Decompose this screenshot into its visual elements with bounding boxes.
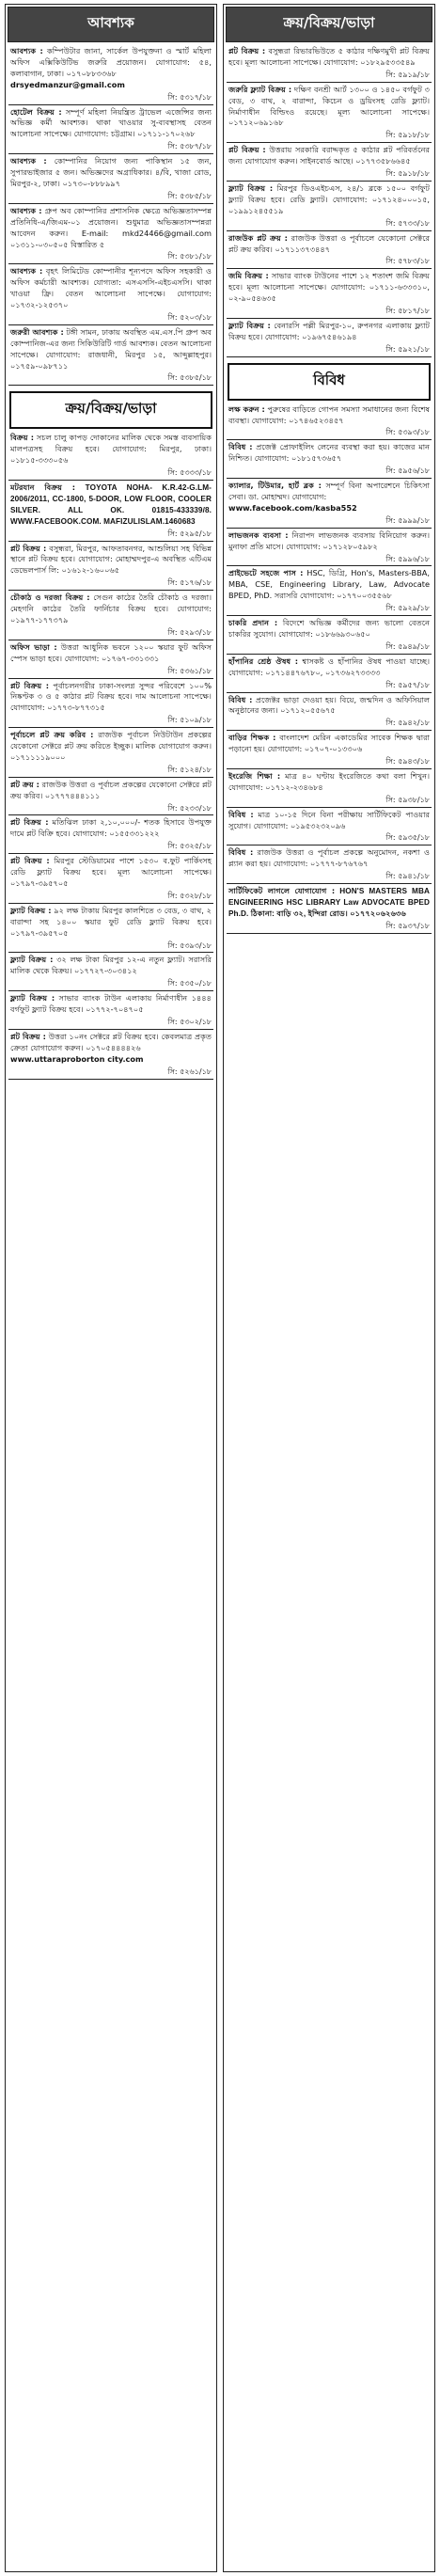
ad-code: সি: ৫৯৪১/১৮: [385, 872, 430, 881]
ad-code: সি: ৫৯১৮/১৮: [385, 169, 430, 179]
classified-ad: [227, 529, 432, 567]
ad-code: সি: ৫২৯৩/১৮: [167, 627, 212, 637]
ad-heading: ফ্ল্যাট বিক্রয় :: [10, 905, 52, 915]
ad-body: TOYOTA NOHA- K.R.42-G.LM-2006/2011, CC-1800, 5-DOOR, LOW FLOOR, COOLER SILVER. ALL OK. 01815-433339/8. WWW.FACEBOOK.COM. MAFIZULISLAM.1460683: [10, 483, 212, 526]
ad-body: নিরাপদ লাভজনক ব্যবসায় বিনিয়োগ করুন। মুনাফা প্রতি মাসে। যোগাযোগ: ০১৭১২৮০৫৯৮২: [228, 529, 431, 551]
ad-body: সচল চালু কাপড় দোকানের মালিক থেকে সমস্ত ব্যবসায়িক মালপত্রসহ বিক্রয় হবে। যোগাযোগ: মিরপুর, ঢাকা। ০১৮১৫-৩৩৩০৫৬: [10, 433, 212, 466]
ad-heading: প্লট বিক্রয় :: [10, 1031, 46, 1041]
ad-code: সি: ৫৯৪২/১৮: [385, 719, 430, 728]
classified-ad: [227, 655, 432, 693]
classified-ad: [8, 325, 213, 387]
ad-heading: আবশ্যক :: [10, 46, 43, 55]
classified-ad: [8, 778, 213, 816]
classified-ad: [8, 542, 213, 592]
classified-ad: [227, 269, 432, 319]
ad-body: প্রজেক্ট প্রোফাইলিং লেনের ব্যবস্থা করা হয়। কাজের মান নিশ্চিত। যোগাযোগ: ০১৮১৫৭৩৬৫৭: [228, 442, 431, 464]
ad-body: বিদেশে অভিজ্ঞ কর্মীদের জন্য ভালো বেতনে চাকরির সুযোগ। যোগাযোগ: ০১৮৬৬৯৩০৬৫০: [228, 618, 430, 639]
ad-heading: ফ্ল্যাট বিক্রয় :: [10, 993, 55, 1004]
ad-code: সি: ৫৯৩৫/১৮: [385, 833, 430, 843]
ad-heading: প্রাইভেটে সহজে পাস :: [228, 568, 304, 578]
ad-body: রাজউক উত্তরা ও পূর্বাচল প্রকল্পের যেকোনো সেক্টরে প্লট ক্রয় করিব। ০১৭৭৭৪৪৪১১১: [10, 779, 212, 800]
classified-ad: [227, 83, 432, 144]
ad-heading: হাঁপানির শ্রেষ্ঠ ঔষধ :: [228, 656, 299, 666]
ad-heading: ফ্ল্যাট বিক্রয় :: [228, 320, 271, 330]
ad-code: সি: ৫৩২৫/১৮: [167, 842, 212, 851]
ad-code: সি: ৫৯২১/১৮: [385, 344, 430, 354]
ad-code: সি: ৫৩০২/১৮: [167, 1017, 212, 1026]
ad-code: সি: ৫৩৮৫/১৮: [167, 373, 212, 383]
ad-code: সি: ৫১৭৬/১৮: [167, 578, 212, 588]
ad-heading: বিবিধ :: [228, 694, 253, 704]
ad-heading: আবশ্যক :: [10, 156, 47, 166]
ad-body: HSC, ডিগ্রি, Hon's, Masters-BBA, MBA, CSE, Engineering Library, Law, Advocate BPED, PhD. সরাসরি যোগাযোগ: ০১৭৭০০৩৫৫৬৮: [228, 568, 430, 601]
ad-body: কোম্পানির নিয়োগ জন্য পাকিস্থান ১৫ জন, সুপারভাইজার ৫ জন। অভিজ্ঞদের অগ্রাধিকার। ৪/বি, খাজা রোড, মিরপুর-২, ঢাকা। ০১৭৩০-৮৮৮৯৯৭: [10, 156, 212, 188]
ad-body: প্রজেক্টর ভাড়া দেওয়া হয়। বিয়ে, জন্মদিন ও অফিসিয়াল অনুষ্ঠানের জন্য। ০১৭১২০৫৫৬৭৫: [228, 694, 430, 716]
ad-heading: বাড়ির শিক্ষক :: [228, 733, 276, 743]
ad-heading: প্লট বিক্রয় :: [228, 145, 266, 155]
section-kroy-right: [224, 44, 434, 357]
ad-body: মিরপুর ডিওএইচএস, ২৪/১ ব্লকে ১৫০০ বর্গফুট ফ্ল্যাট বিক্রয় হবে। রেডি ফ্ল্যাট। যোগাযোগ: ০১৭১২৪০০০১৫, ০১৯৯১২৪৫৫১৯: [228, 182, 430, 215]
classified-ad: [227, 731, 432, 769]
classified-ad: [8, 953, 213, 991]
ad-heading: অফিস ভাড়া :: [10, 641, 57, 652]
ad-code: সি: ৫৩৬১/১৮: [167, 666, 212, 675]
ad-heading: আবশ্যক :: [10, 266, 43, 277]
ad-body: বসুন্ধরা রিভারভিউতে ৫ কাঠার দক্ষিণমুখী প্লট বিক্রয় হবে। মূল্য আলোচনা সাপেক্ষে। যোগাযোগ: ০১৮২৯৫৩৩৫৪৯: [228, 46, 430, 67]
classified-ad: [227, 808, 432, 846]
classified-ad: [227, 845, 432, 884]
section-heading-abosshok: আবশ্যক: [8, 7, 214, 42]
ad-heading: বিবিধ :: [228, 809, 254, 819]
ad-code: সি: ৫৩৮৫/১৮: [167, 191, 212, 200]
classified-ad: [8, 44, 213, 105]
ad-code: সি: ৫৯৫৭/১৮: [385, 680, 430, 689]
section-bibidh: [224, 403, 434, 934]
ad-heading: জরুরি ফ্ল্যাট বিক্রয় :: [228, 84, 292, 94]
ad-heading: জরুরী আবশ্যক :: [10, 326, 64, 337]
ad-body: রাজউক পূর্বাচল নিউটাউন প্রকল্পের যেকোনো সেক্টরে প্লট ক্রয় করিতে ইচ্ছুক। মালিক যোগাযোগ করুন। ০১৭১১১১৯০০০: [10, 730, 212, 762]
ad-heading: রাজউক প্লট ক্রয় :: [228, 232, 288, 243]
ad-heading: সার্টিফিকেট লাগলে যোগাযোগ :: [228, 886, 336, 896]
classified-ad: [8, 904, 213, 954]
ad-heading: লক্ষ করুন :: [228, 403, 265, 414]
ad-body: সাভার ব্যাংক টাউনের পাশে ১২ শতাংশ জমি বিক্রয় হবে। মূল্য আলোচনা সাপেক্ষে। যোগাযোগ: ০১৭১১-৬৩৩৩১০, ০২-৯০৫৪৬৩৫: [228, 271, 431, 304]
section-kroy-left: [6, 431, 216, 1079]
ad-body: ৩২ লক্ষ টাকা মিরপুর ১২-এ নতুন ফ্ল্যাট। সরাসরি মালিক থেকে বিক্রয়। ০১৭৭২৭-৩০৩৪১২: [10, 955, 212, 976]
ad-heading: ফ্ল্যাট বিক্রয় :: [10, 955, 54, 965]
ad-code: সি: ৫৩৮৭/১৮: [167, 142, 212, 151]
classified-ad: [227, 884, 432, 934]
right-column: [223, 4, 435, 2572]
ad-code: সি: ৫৯১৯/১৮: [385, 70, 430, 79]
classified-ad: [8, 854, 213, 904]
classified-ad: [227, 231, 432, 270]
ad-body: মাত্র ১০-১৫ দিনে বিনা পরীক্ষায় সার্টিফিকেট পাওয়ার সুযোগ। যোগাযোগ: ০১৯৫৩২৩২০৯৬: [228, 809, 430, 830]
classified-ad: [227, 693, 432, 732]
ad-heading: আবশ্যক :: [10, 205, 42, 215]
ad-code: সি: ৫৩৯৩/১৮: [385, 428, 430, 437]
ad-code: সি: ৫২০৩/১৮: [167, 312, 212, 322]
ad-contact-link[interactable]: www.uttaraproborton city.com: [10, 1053, 144, 1064]
ad-heading: প্লট বিক্রয় :: [10, 680, 50, 690]
ad-heading: প্লট বিক্রয় :: [10, 543, 47, 553]
classified-ad: [227, 566, 432, 616]
ad-code: সি: ৫২৩৩/১৮: [167, 803, 212, 813]
classified-ad: [227, 616, 432, 655]
classified-ad: [8, 264, 213, 325]
ad-code: সি: ৫১০৯/১৮: [167, 716, 212, 725]
section-heading-kroy-left: ক্রয়/বিক্রয়/ভাড়া: [9, 391, 212, 429]
classified-ad: [227, 479, 432, 529]
ad-code: সি: ৫৯৪৩/১৮: [385, 757, 430, 766]
classified-ad: [8, 481, 213, 542]
ad-body: শ্বাসকষ্ট ও হাঁপানির ঔষধ পাওয়া যাচ্ছে। যোগাযোগ: ০১৭১৪৪৭৬৭৮০, ০১৭৩৬২৭৩৩৩৩: [228, 656, 431, 677]
ad-body: সেগুন কাঠের তৈরি চৌকাঠ ও দরজা। মেহগনি কাঠের তৈরি ফার্নিচার বিক্রয় হবে। যোগাযোগ: ০১৯৭৭-১৭৭৩৭৯: [10, 593, 212, 624]
ad-heading: ক্যালার, টিউমার, হার্ট ব্লক :: [228, 481, 322, 491]
section-heading-bibidh: বিবিধ: [228, 363, 431, 401]
classified-ad: [8, 991, 213, 1030]
classified-ad: [227, 143, 432, 182]
ad-heading: লাভজনক ব্যবসা :: [228, 529, 289, 540]
ad-code: সি: ৫৯২৯/১৮: [385, 604, 430, 613]
classified-ad: [8, 154, 213, 204]
ad-heading: পূর্বাচলে প্লট ক্রয় করিব :: [10, 730, 94, 740]
ad-body: টঙ্গী সামন, ঢাকায় অবস্থিত এম.এস.পি গ্রুপ অব কোম্পানিজ-এর জন্য সিকিউরিটি গার্ড আবশ্যক। বেতন আলোচনা সাপেক্ষে। যোগাযোগ: রাজধানী, মিরপুর ১৫, আব্দুল্লাহপুর। ০১৭৫৯-০৯৮৭১১: [10, 326, 212, 371]
ad-heading: বিবিধ :: [228, 442, 253, 452]
ad-heading: মটরযান বিক্রয় :: [10, 482, 76, 492]
ad-heading: হোটেল বিক্রয় :: [10, 106, 62, 117]
classified-ad: [8, 728, 213, 778]
classified-ad: [8, 204, 213, 265]
ad-body: সম্পূর্ণ বিনা অপারেশনে চিকিৎসা সেবা। ডা. মোহাম্মদ। যোগাযোগ:: [228, 481, 431, 501]
ad-body: ৯২ লক্ষ টাকায় মিরপুর কালশিতে ৩ বেড, ৩ বাথ, ২ বারান্দা সহ ১৪০০ স্কয়ার ফুট রেডি ফ্ল্যাট বিক্রয় হবে। ০১৭৯৭-৩৯৫৭০৫: [10, 905, 212, 938]
ad-body: সাভার ব্যাংক টাউন এলাকায় নির্মাণাধীন ১৪৪৪ বর্গফুট ফ্ল্যাট বিক্রয় হবে। ০১৭৭২-৭০৪৭০৫: [10, 993, 212, 1015]
ad-heading: বিবিধ :: [228, 847, 254, 858]
ad-contact-link[interactable]: drsyedmanzur@gmail.com: [10, 79, 125, 89]
ad-body: মতিঝিল ঢাকা ২,১০,০০০/- শতক হিসাবে উপযুক্ত দামে প্লট বিক্রি হবে। যোগাযোগ: ০১৫৫৩৩১২২২: [10, 817, 212, 839]
ad-code: সি: ৫২৬১/১৮: [167, 1067, 212, 1076]
ad-heading: প্লট বিক্রয় :: [10, 817, 49, 828]
classified-ad: [8, 1030, 213, 1080]
left-column: [5, 4, 217, 2572]
ad-body: গ্রুপ অব কোম্পানির প্রশাসনিক ক্ষেত্রে অভিজ্ঞতাসম্পন্ন প্রতিনিধি-এ/জিএম-০১ প্রয়োজন। শুধুমাত্র অভিজ্ঞতাসম্পন্নরা আবেদন করুন। E-mail: mkd24466@gmail.com ০১৩১১-০৩০৫০৫ বিস্তারিত ৫: [10, 205, 212, 249]
section-abosshok: [6, 44, 216, 386]
ad-body: রাজউক উত্তরা ও পূর্বাচল প্রকল্পে অনুমোদন, নকশা ও প্ল্যান করা হয়। যোগাযোগ: ০১৭৭৭-৮৭৬৭৬৭: [228, 847, 430, 869]
ad-body: মাত্র ৪০ ঘণ্টায় ইংরেজিতে কথা বলা শিখুন। যোগাযোগ: ০১৭১২-২৩৪৬৮৪: [228, 770, 430, 792]
ad-body: পুরুষের বাড়িতে গোপন সমস্যা সমাধানের জন্য বিশেষ ব্যবস্থা। যোগাযোগ: ০১৭৪৬৫২৩৪৫৭: [228, 403, 431, 425]
ad-body: কম্পিউটার জানা, সার্কেল উপযুক্তনা ও স্মার্ট মহিলা অফিস এক্সিকিউটিভ জরুরি প্রয়োজন। যোগাযোগ: ৫৪, কলাবাগান, ঢাকা। ০১৭০৮৮৩৩৬৮: [10, 46, 212, 78]
classified-ad: [8, 105, 213, 155]
ad-code: সি: ৫৩৮১/১৮: [167, 252, 212, 261]
ad-code: সি: ৫৯৩৮/১৮: [385, 795, 430, 804]
classified-ad: [227, 769, 432, 808]
ad-body: বসুন্ধরা, মিরপুর, আফতাবনগর, আশুলিয়া সহ বিভিন্ন স্থানে প্লট বিক্রয় হবে। যোগাযোগ: মোহাম্মদপুর-এ অবস্থিত এটিএম ডেভেলপার্স লি: ০১৬১২-১৬০০৬৫: [10, 543, 212, 576]
ad-code: সি: ৫৯৪৯/১৮: [385, 641, 430, 651]
classified-ad: [227, 403, 432, 441]
ad-body: উত্তরায় সরকারি বরাদ্দকৃত ৫ কাঠার প্লট পরিবর্তনের জন্য যোগাযোগ করুন। সাইনবোর্ড আছে। ০১৭৭৩৫৮৬৬৪৫: [228, 145, 431, 166]
ad-body: বাংলাদেশ মেরিন একাডেমির সাবেক শিক্ষক দ্বারা পড়ানো হয়। যোগাযোগ: ০১৭০৭-০১৩৩০৬: [228, 733, 431, 754]
ad-heading: প্লট বিক্রয় :: [228, 46, 266, 55]
ad-heading: চাকরি প্রদান :: [228, 618, 278, 628]
ad-code: সি: ৫৩১৭/১৮: [167, 92, 212, 102]
ad-body: মিরপুর স্টেডিয়ামের পাশে ১৫৩০ ব.ফুট পার্কিংসহ রেডি ফ্ল্যাট বিক্রয় হবে। মূল্য আলোচনা সাপেক্ষে। ০১৭৯৭-৩৯৫৭০৫: [10, 856, 212, 888]
ad-body: রাজউক উত্তরা ও পূর্বাচলে যেকোনো সেক্টরে প্লট ক্রয় করিব। ০১৭১১৩৭৩৪৪৭: [228, 232, 430, 254]
ad-heading: ফ্ল্যাট বিক্রয় :: [228, 182, 274, 193]
ad-code: সি: ৫৩৫০/১৮: [167, 979, 212, 988]
ad-body: উত্তরা আধুনিক ভবনে ১২০০ স্কয়ার ফুট অফিস স্পেস ভাড়া হবে। যোগাযোগ: ০১৭৬৭-৩৩১৩৩১: [10, 641, 212, 663]
ad-heading: বিক্রয় :: [10, 433, 34, 443]
classified-ad: [8, 679, 213, 729]
section-heading-kroy-right: ক্রয়/বিক্রয়/ভাড়া: [226, 7, 432, 42]
ad-code: সি: ৫৩৩৩/১৮: [167, 468, 212, 478]
ad-code: সি: ৫১২৪/১৮: [167, 765, 212, 774]
ad-code: সি: ৫৩৯৩/১৮: [167, 940, 212, 950]
ad-code: সি: ৫৯৯৬/১৮: [385, 554, 430, 563]
classified-ad: [8, 591, 213, 640]
ad-code: সি: ৫৩২৮/১৮: [167, 891, 212, 900]
classified-ad: [8, 431, 213, 481]
ad-code: সি: ৫৯৯৯/১৮: [385, 515, 430, 525]
ad-heading: প্লট বিক্রয় :: [10, 856, 50, 866]
ad-body: পূর্বাচলনগরীর ঢাকা-সংলগ্ন সুন্দর পরিবেশে ১০০% নিষ্কণ্টক ৩ ও ৫ কাঠার প্লট বিক্রয় হবে। দাম আলোচনা সাপেক্ষে। যোগাযোগ: ০১৭৭৩-৮৭৭৩১৫: [10, 680, 212, 713]
classified-ad: [227, 182, 432, 231]
classified-ad: [227, 440, 432, 479]
ad-code: সি: ৫৮১৭/১৮: [385, 307, 430, 316]
classified-ad: [8, 640, 213, 679]
ad-body: বৃহৎ লিমিটেড কোম্পানীর শূন্যপদে অফিস সহকারী ও অফিস কর্মচারী আবশ্যক। যোগ্যতা: এসএসসি-এইচএসসি। থাকা খাওয়া ফ্রি। বেতন আলোচনা সাপেক্ষে। যোগাযোগ: ০১৭৩২-১২৫৩৭০: [10, 266, 212, 310]
ad-body: উত্তরা ১০নং সেক্টরে প্লট বিক্রয় হবে। কেবলমাত্র প্রকৃত ক্রেতা যোগাযোগ করুন। ০১৭০৫৪৪৪৪২৬: [10, 1031, 212, 1052]
ad-body: বেনারসি পল্লী মিরপুর-১০, রুপনগর এলাকায় ফ্ল্যাট বিক্রয় হবে। যোগাযোগ: ০১৯৬৭৫৪৬১৯৪: [228, 320, 430, 341]
classified-ad: [227, 44, 432, 83]
ad-body: HON'S MASTERS MBA ENGINEERING HSC LIBRARY Law ADVOCATE BPED Ph.D. ঠিকানা: বাড়ি ৩২, ইন্দিরা রোড। ০১৭৭২০৬২৬৩৬: [228, 887, 430, 918]
ad-body: দক্ষিণ বনশ্রী আর্ট ১৩০০ ও ১৪৫০ বর্গফুট ৩ বেড, ৩ বাথ, ২ বারান্দা, কিচেন ও ড্রয়িংসহ রেডি ফ্ল্যাট। নির্মাণাধীন বিল্ডিংও রয়েছে। মূল্য আলোচনা সাপেক্ষে। ০১৭১২০৬৯১৬৮: [228, 84, 431, 128]
ad-heading: জমি বিক্রয় :: [228, 271, 269, 281]
ad-code: সি: ৫৯৩৭/১৮: [385, 921, 430, 930]
classified-ad: [8, 815, 213, 854]
ad-code: সি: ৫৭৩৩/১৮: [385, 218, 430, 228]
classified-ad: [227, 319, 432, 357]
ad-code: সি: ৫২৯৫/১৮: [167, 529, 212, 538]
ad-heading: ইংরেজি শিক্ষা :: [228, 770, 281, 781]
ad-code: সি: ৫৭৮৩/১৮: [385, 257, 430, 266]
ad-heading: চৌকাঠ ও দরজা বিক্রয় :: [10, 593, 90, 603]
ad-code: সি: ৫৯৫৬/১৮: [385, 466, 430, 476]
ad-body: সম্পূর্ণ মহিলা নিয়ন্ত্রিত ট্রাভেল এজেন্সির জন্য অভিজ্ঞ কর্মী আবশ্যক। থাকা খাওয়ার সু-ব্যবস্থাসহ বেতন আলোচনা সাপেক্ষে। যোগাযোগ: চট্টগ্রাম। ০১৭১১-১৭০২৬৮: [10, 106, 212, 139]
ad-heading: প্লট ক্রয় :: [10, 779, 39, 789]
ad-code: সি: ৫৯১৮/১৮: [385, 131, 430, 140]
ad-contact-link[interactable]: www.facebook.com/kasba552: [228, 502, 357, 513]
